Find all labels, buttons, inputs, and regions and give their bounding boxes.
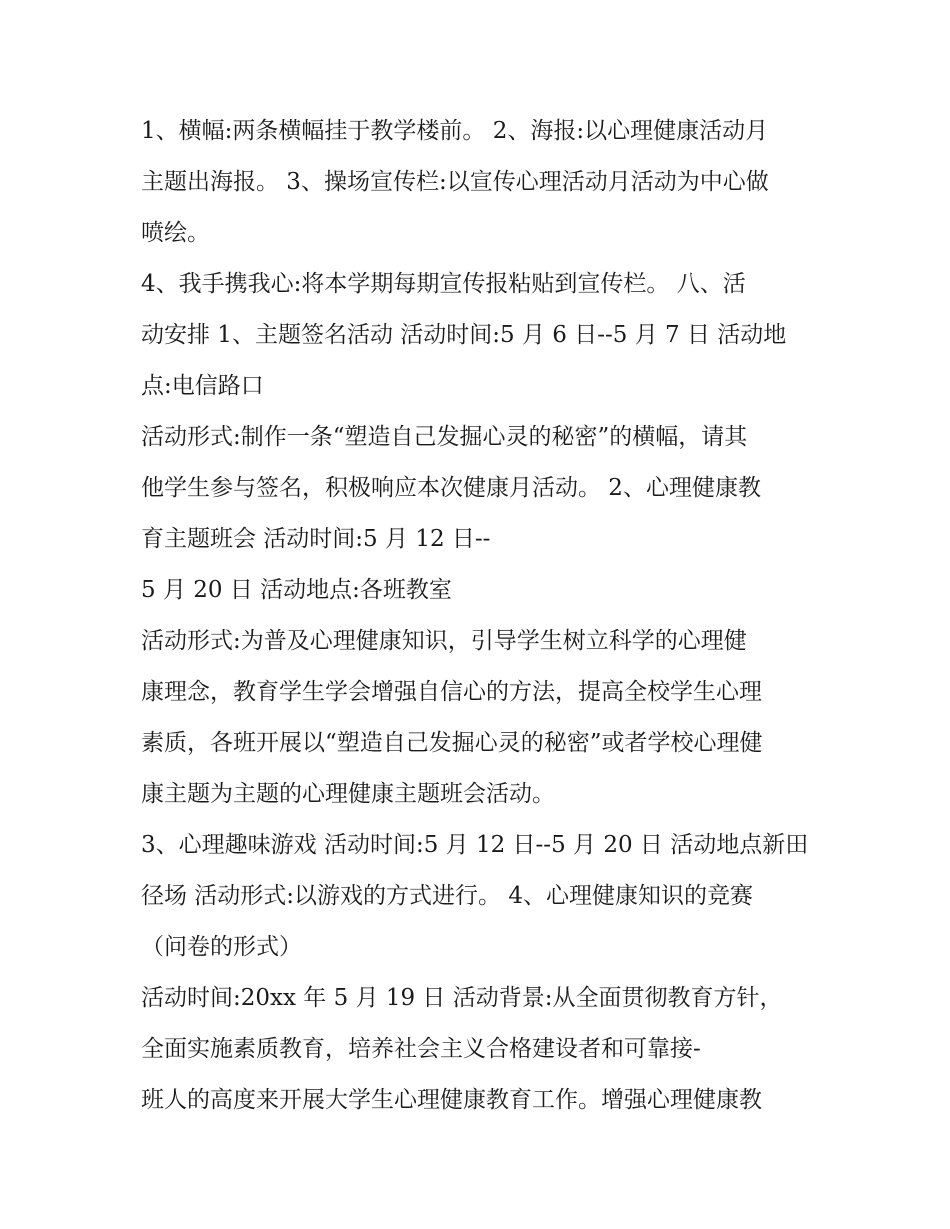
text-line: 他学生参与签名，积极响应本次健康月活动。 2、心理健康教 bbox=[141, 475, 761, 501]
text-line: 活动时间:20xx 年 5 月 19 日 活动背景:从全面贯彻教育方针， bbox=[141, 985, 783, 1011]
text-line: 喷绘。 bbox=[141, 220, 210, 246]
text-line: 康主题为主题的心理健康主题班会活动。 bbox=[141, 781, 555, 807]
text-line: 全面实施素质教育，培养社会主义合格建设者和可靠接- bbox=[141, 1036, 701, 1062]
text-line: （问卷的形式） bbox=[141, 934, 302, 960]
text-line: 5 月 20 日 活动地点:各班教室 bbox=[141, 577, 452, 603]
text-line: 班人的高度来开展大学生心理健康教育工作。增强心理健康教 bbox=[141, 1087, 762, 1113]
text-line: 4、我手携我心:将本学期每期宣传报粘贴到宣传栏。 八、活 bbox=[141, 271, 746, 297]
text-line: 康理念，教育学生学会增强自信心的方法，提高全校学生心理 bbox=[141, 679, 762, 705]
text-line: 活动形式:制作一条“塑造自己发掘心灵的秘密”的横幅，请其 bbox=[141, 424, 748, 450]
text-line: 1、横幅:两条横幅挂于教学楼前。 2、海报:以心理健康活动月 bbox=[141, 118, 769, 144]
text-line: 径场 活动形式:以游戏的方式进行。 4、心理健康知识的竞赛 bbox=[141, 883, 754, 909]
text-line: 3、心理趣味游戏 活动时间:5 月 12 日--5 月 20 日 活动地点新田 bbox=[141, 832, 809, 858]
text-line: 育主题班会 活动时间:5 月 12 日-- bbox=[141, 526, 491, 552]
text-line: 点:电信路口 bbox=[141, 373, 264, 399]
text-line: 素质，各班开展以“塑造自己发掘心灵的秘密”或者学校心理健 bbox=[141, 730, 763, 756]
text-line: 活动形式:为普及心理健康知识，引导学生树立科学的心理健 bbox=[141, 628, 747, 654]
document-body bbox=[141, 106, 821, 1126]
text-line: 动安排 1、主题签名活动 活动时间:5 月 6 日--5 月 7 日 活动地 bbox=[141, 322, 787, 348]
text-line: 主题出海报。 3、操场宣传栏:以宣传心理活动月活动为中心做 bbox=[141, 169, 769, 195]
